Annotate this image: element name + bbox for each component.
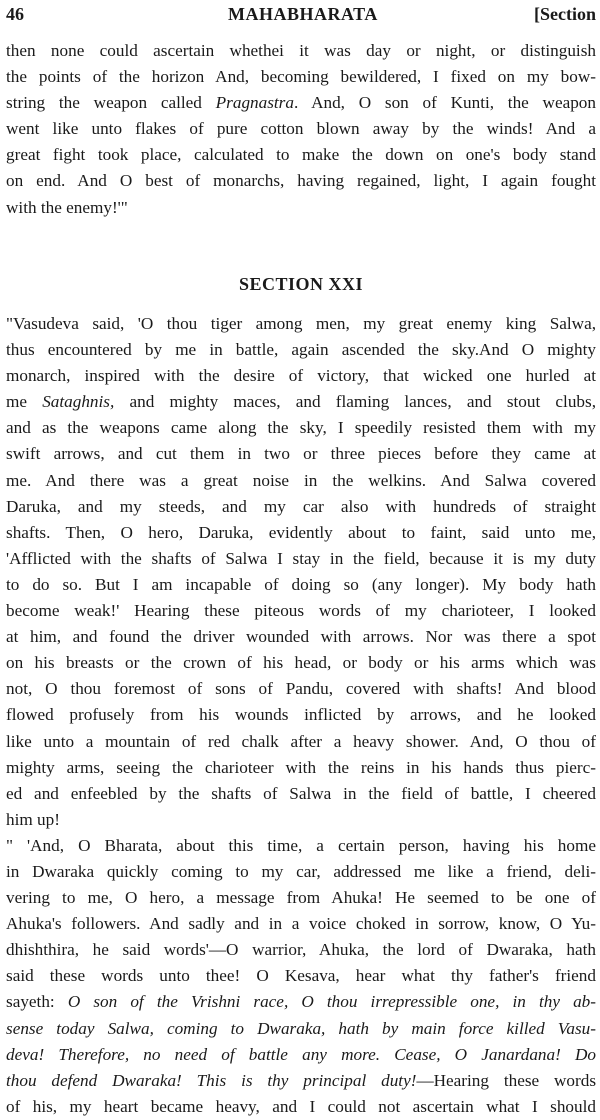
body-paragraph xyxy=(6,311,596,1120)
text-run: with the enemy!'" xyxy=(6,197,128,217)
italic-text-run: sense today Salwa, coming to Dwaraka, hath by main force killed Vasu- xyxy=(6,1018,596,1038)
text-run: " 'And, O Bharata, about this time, a certain person, having his home xyxy=(6,835,596,855)
text-line xyxy=(6,90,596,116)
top-paragraph xyxy=(6,38,596,221)
text-run: in Dwaraka quickly coming to my car, addressed me like a friend, deli- xyxy=(6,861,596,881)
text-line xyxy=(6,1016,596,1042)
text-run: become weak!' Hearing these piteous words of my charioteer, I looked xyxy=(6,601,596,621)
text-run: at him, and found the driver wounded with arrows. Nor was there a spot xyxy=(6,627,596,647)
text-run: great fight took place, calculated to make the down on one's body stand xyxy=(6,145,596,165)
text-run: went like unto flakes of pure cotton blown away by the winds! And a xyxy=(6,119,596,139)
text-run: thus encountered by me in battle, again ascended the sky.And O mighty xyxy=(6,340,596,360)
text-line xyxy=(6,885,596,911)
italic-text-run: O son of the Vrishni race, O thou irrepressible one, in thy ab- xyxy=(67,992,596,1012)
text-run: me. And there was a great noise in the welkins. And Salwa covered xyxy=(6,470,596,490)
italic-text-run: Sataghnis, xyxy=(42,392,115,412)
text-run: dhishthira, he said words'—O warrior, Ahuka, the lord of Dwaraka, hath xyxy=(6,940,596,960)
text-line xyxy=(6,546,596,572)
text-line xyxy=(6,195,596,221)
text-line xyxy=(6,937,596,963)
text-run: not, O thou foremost of sons of Pandu, covered with shafts! And blood xyxy=(6,679,596,699)
text-run: of his, my heart became heavy, and I could not ascertain what I should xyxy=(6,1096,596,1116)
text-line xyxy=(6,859,596,885)
text-line xyxy=(6,116,596,142)
text-line xyxy=(6,911,596,937)
text-run: monarch, inspired with the desire of victory, that wicked one hurled at xyxy=(6,366,596,386)
text-run: swift arrows, and cut them in two or three pieces before they came at xyxy=(6,444,596,464)
text-run: on his breasts or the crown of his head, or body or his arms which was xyxy=(6,653,596,673)
text-line xyxy=(6,572,596,598)
text-run: the points of the horizon And, becoming bewildered, I fixed on my bow- xyxy=(6,67,596,87)
text-line xyxy=(6,963,596,989)
text-line xyxy=(6,494,596,520)
text-line xyxy=(6,142,596,168)
text-run: shafts. Then, O hero, Daruka, evidently about to faint, said unto me, xyxy=(6,522,596,542)
text-run: on end. And O best of monarchs, having regained, light, I again fought xyxy=(6,171,596,191)
section-label: [Section xyxy=(534,4,596,24)
text-line xyxy=(6,755,596,781)
text-run: string the weapon called xyxy=(6,93,216,113)
text-line xyxy=(6,598,596,624)
book-page xyxy=(6,0,596,1116)
text-run: to do so. But I am incapable of doing so (any longer). My body hath xyxy=(6,574,596,594)
text-line xyxy=(6,468,596,494)
italic-text-run: Pragnastra xyxy=(215,93,294,113)
text-run: —Hearing these words xyxy=(416,1070,596,1090)
text-line xyxy=(6,781,596,807)
text-run: sayeth: xyxy=(6,992,68,1012)
text-line xyxy=(6,1094,596,1120)
text-run: him up! xyxy=(6,809,60,829)
text-run: vering to me, O hero, a message from Ahuka! He seemed to be one of xyxy=(6,888,596,908)
running-title: MAHABHARATA xyxy=(228,4,378,24)
italic-text-run: thou defend Dwaraka! This is thy principal duty! xyxy=(6,1070,417,1090)
text-run: then none could ascertain whethei it was day or night, or distinguish xyxy=(6,41,596,60)
text-line xyxy=(6,311,596,337)
text-line xyxy=(6,650,596,676)
text-run: ed and enfeebled by the shafts of Salwa in the field of battle, I cheered xyxy=(6,783,596,803)
text-run: mighty arms, seeing the charioteer with the reins in his hands thus pierc- xyxy=(6,757,596,777)
text-line xyxy=(6,624,596,650)
text-line xyxy=(6,389,596,415)
text-line xyxy=(6,729,596,755)
text-line xyxy=(6,415,596,441)
text-line xyxy=(6,38,596,64)
italic-text-run: deva! Therefore, no need of battle any more. Cease, O Janardana! Do xyxy=(6,1044,596,1064)
text-run: Ahuka's followers. And sadly and in a voice choked in sorrow, know, O Yu- xyxy=(6,914,596,934)
text-line xyxy=(6,520,596,546)
text-run: like unto a mountain of red chalk after a heavy shower. And, O thou of xyxy=(6,731,596,751)
text-line xyxy=(6,702,596,728)
text-run: "Vasudeva said, 'O thou tiger among men, my great enemy king Salwa, xyxy=(6,314,596,333)
section-heading: SECTION XXI xyxy=(238,274,364,294)
page-number: 46 xyxy=(6,4,24,24)
text-run: . And, O son of Kunti, the weapon xyxy=(293,93,596,113)
text-run: me xyxy=(6,392,43,412)
text-line xyxy=(6,676,596,702)
text-run: and mighty maces, and flaming lances, and stout clubs, xyxy=(114,392,596,412)
text-line xyxy=(6,168,596,194)
text-line xyxy=(6,989,596,1015)
text-line xyxy=(6,807,596,833)
text-line xyxy=(6,1042,596,1068)
text-line xyxy=(6,363,596,389)
text-line xyxy=(6,64,596,90)
text-run: flowed profusely from his wounds inflicted by arrows, and he looked xyxy=(6,705,596,725)
text-line xyxy=(6,1068,596,1094)
text-line xyxy=(6,441,596,467)
text-run: 'Afflicted with the shafts of Salwa I stay in the field, because it is my duty xyxy=(6,548,596,568)
text-line xyxy=(6,337,596,363)
text-run: and as the weapons came along the sky, I speedily resisted them with my xyxy=(6,418,596,438)
text-run: said these words unto thee! O Kesava, hear what thy father's friend xyxy=(6,966,596,986)
text-run: Daruka, and my steeds, and my car also with hundreds of straight xyxy=(6,496,596,516)
page-header xyxy=(6,2,596,30)
text-line xyxy=(6,833,596,859)
